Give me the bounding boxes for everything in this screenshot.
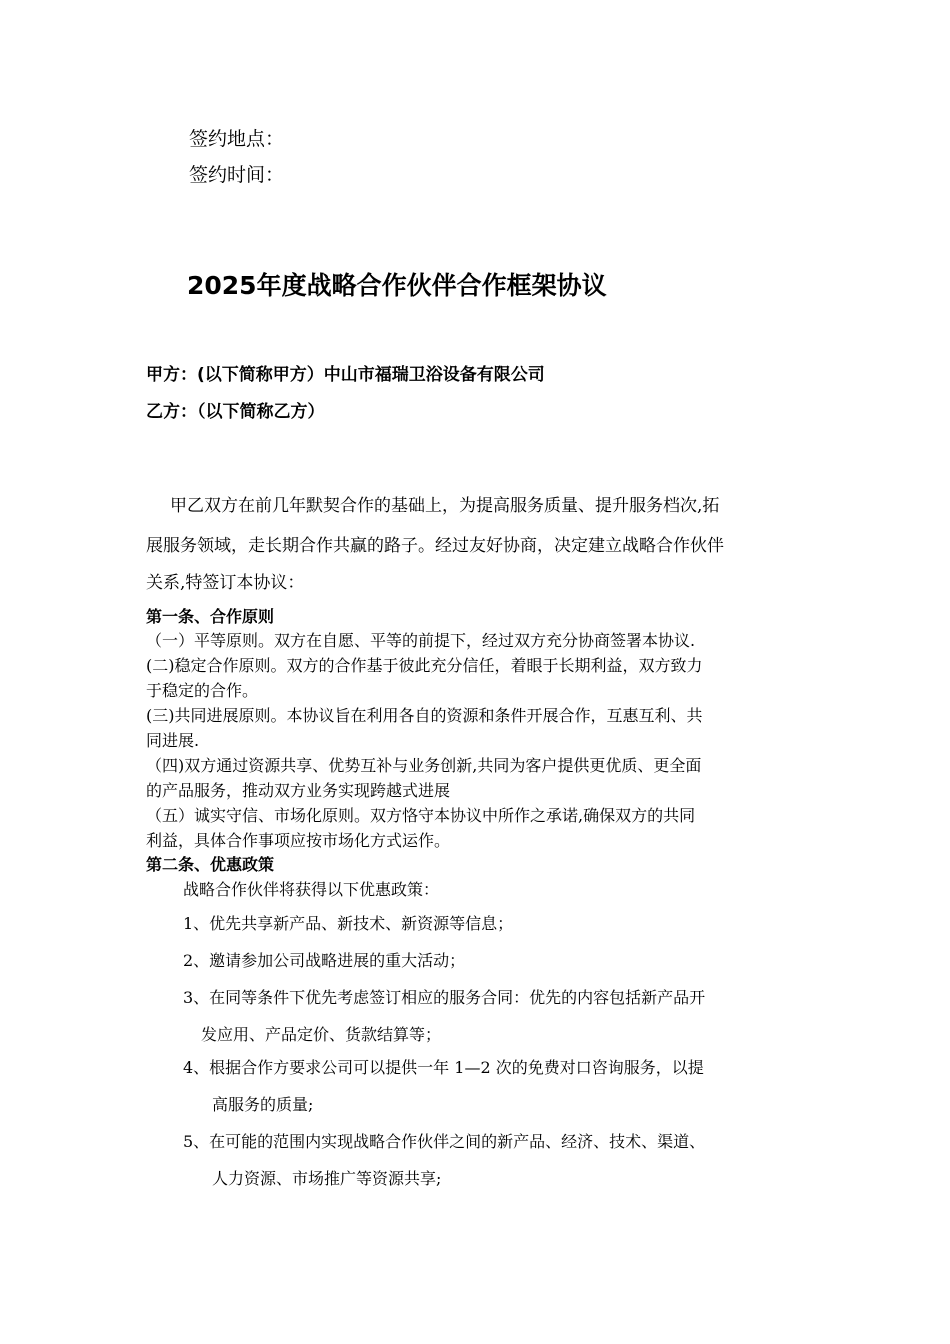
policy-item: 1、优先共享新产品、新技术、新资源等信息；	[183, 914, 514, 933]
article1-line: （五）诚实守信、市场化原则。双方恪守本协议中所作之承诺,确保双方的共同	[146, 806, 696, 825]
article1-line: （四)双方通过资源共享、优势互补与业务创新,共同为客户提供更优质、更全面	[146, 756, 702, 775]
policy-item-continuation: 人力资源、市场推广等资源共享;	[212, 1169, 442, 1188]
article1-line: （一）平等原则。双方在自愿、平等的前提下，经过双方充分协商签署本协议.	[146, 631, 696, 650]
policy-item: 5、在可能的范围内实现战略合作伙伴之间的新产品、经济、技术、渠道、	[183, 1132, 706, 1151]
policy-item-continuation: 发应用、产品定价、货款结算等；	[201, 1025, 442, 1044]
article2-heading: 第二条、优惠政策	[146, 855, 275, 874]
intro-line: 甲乙双方在前几年默契合作的基础上，为提高服务质量、提升服务档次,拓	[170, 496, 720, 516]
article1-line: 于稳定的合作。	[146, 681, 259, 700]
policy-item-continuation: 高服务的质量;	[212, 1095, 314, 1114]
policy-item: 2、邀请参加公司战略进展的重大活动；	[183, 951, 466, 970]
document-title: 2025年度战略合作伙伴合作框架协议	[187, 271, 607, 300]
intro-line: 关系,特签订本协议：	[146, 573, 305, 593]
article1-line: (二)稳定合作原则。双方的合作基于彼此充分信任，着眼于长期利益，双方致力	[146, 656, 703, 675]
policy-item: 3、在同等条件下优先考虑签订相应的服务合同：优先的内容包括新产品开	[183, 988, 706, 1007]
article1-line: (三)共同进展原则。本协议旨在利用各自的资源和条件开展合作，互惠互利、共	[146, 706, 703, 725]
article1-line: 同进展.	[146, 731, 200, 750]
article2-lead: 战略合作伙伴将获得以下优惠政策：	[183, 880, 440, 899]
intro-line: 展服务领域，走长期合作共赢的路子。经过友好协商，决定建立战略合作伙伴	[146, 536, 724, 556]
article1-heading: 第一条、合作原则	[146, 607, 275, 626]
sign-time-label: 签约时间：	[189, 164, 285, 186]
article1-line: 的产品服务，推动双方业务实现跨越式进展	[146, 781, 451, 800]
party-a: 甲方：(以下简称甲方）中山市福瑞卫浴设备有限公司	[146, 365, 545, 385]
article1-line: 利益，具体合作事项应按市场化方式运作。	[146, 831, 451, 850]
policy-item: 4、根据合作方要求公司可以提供一年 1—2 次的免费对口咨询服务，以提	[183, 1058, 704, 1077]
sign-location-label: 签约地点：	[189, 128, 285, 150]
party-b: 乙方：（以下简称乙方）	[146, 402, 325, 422]
